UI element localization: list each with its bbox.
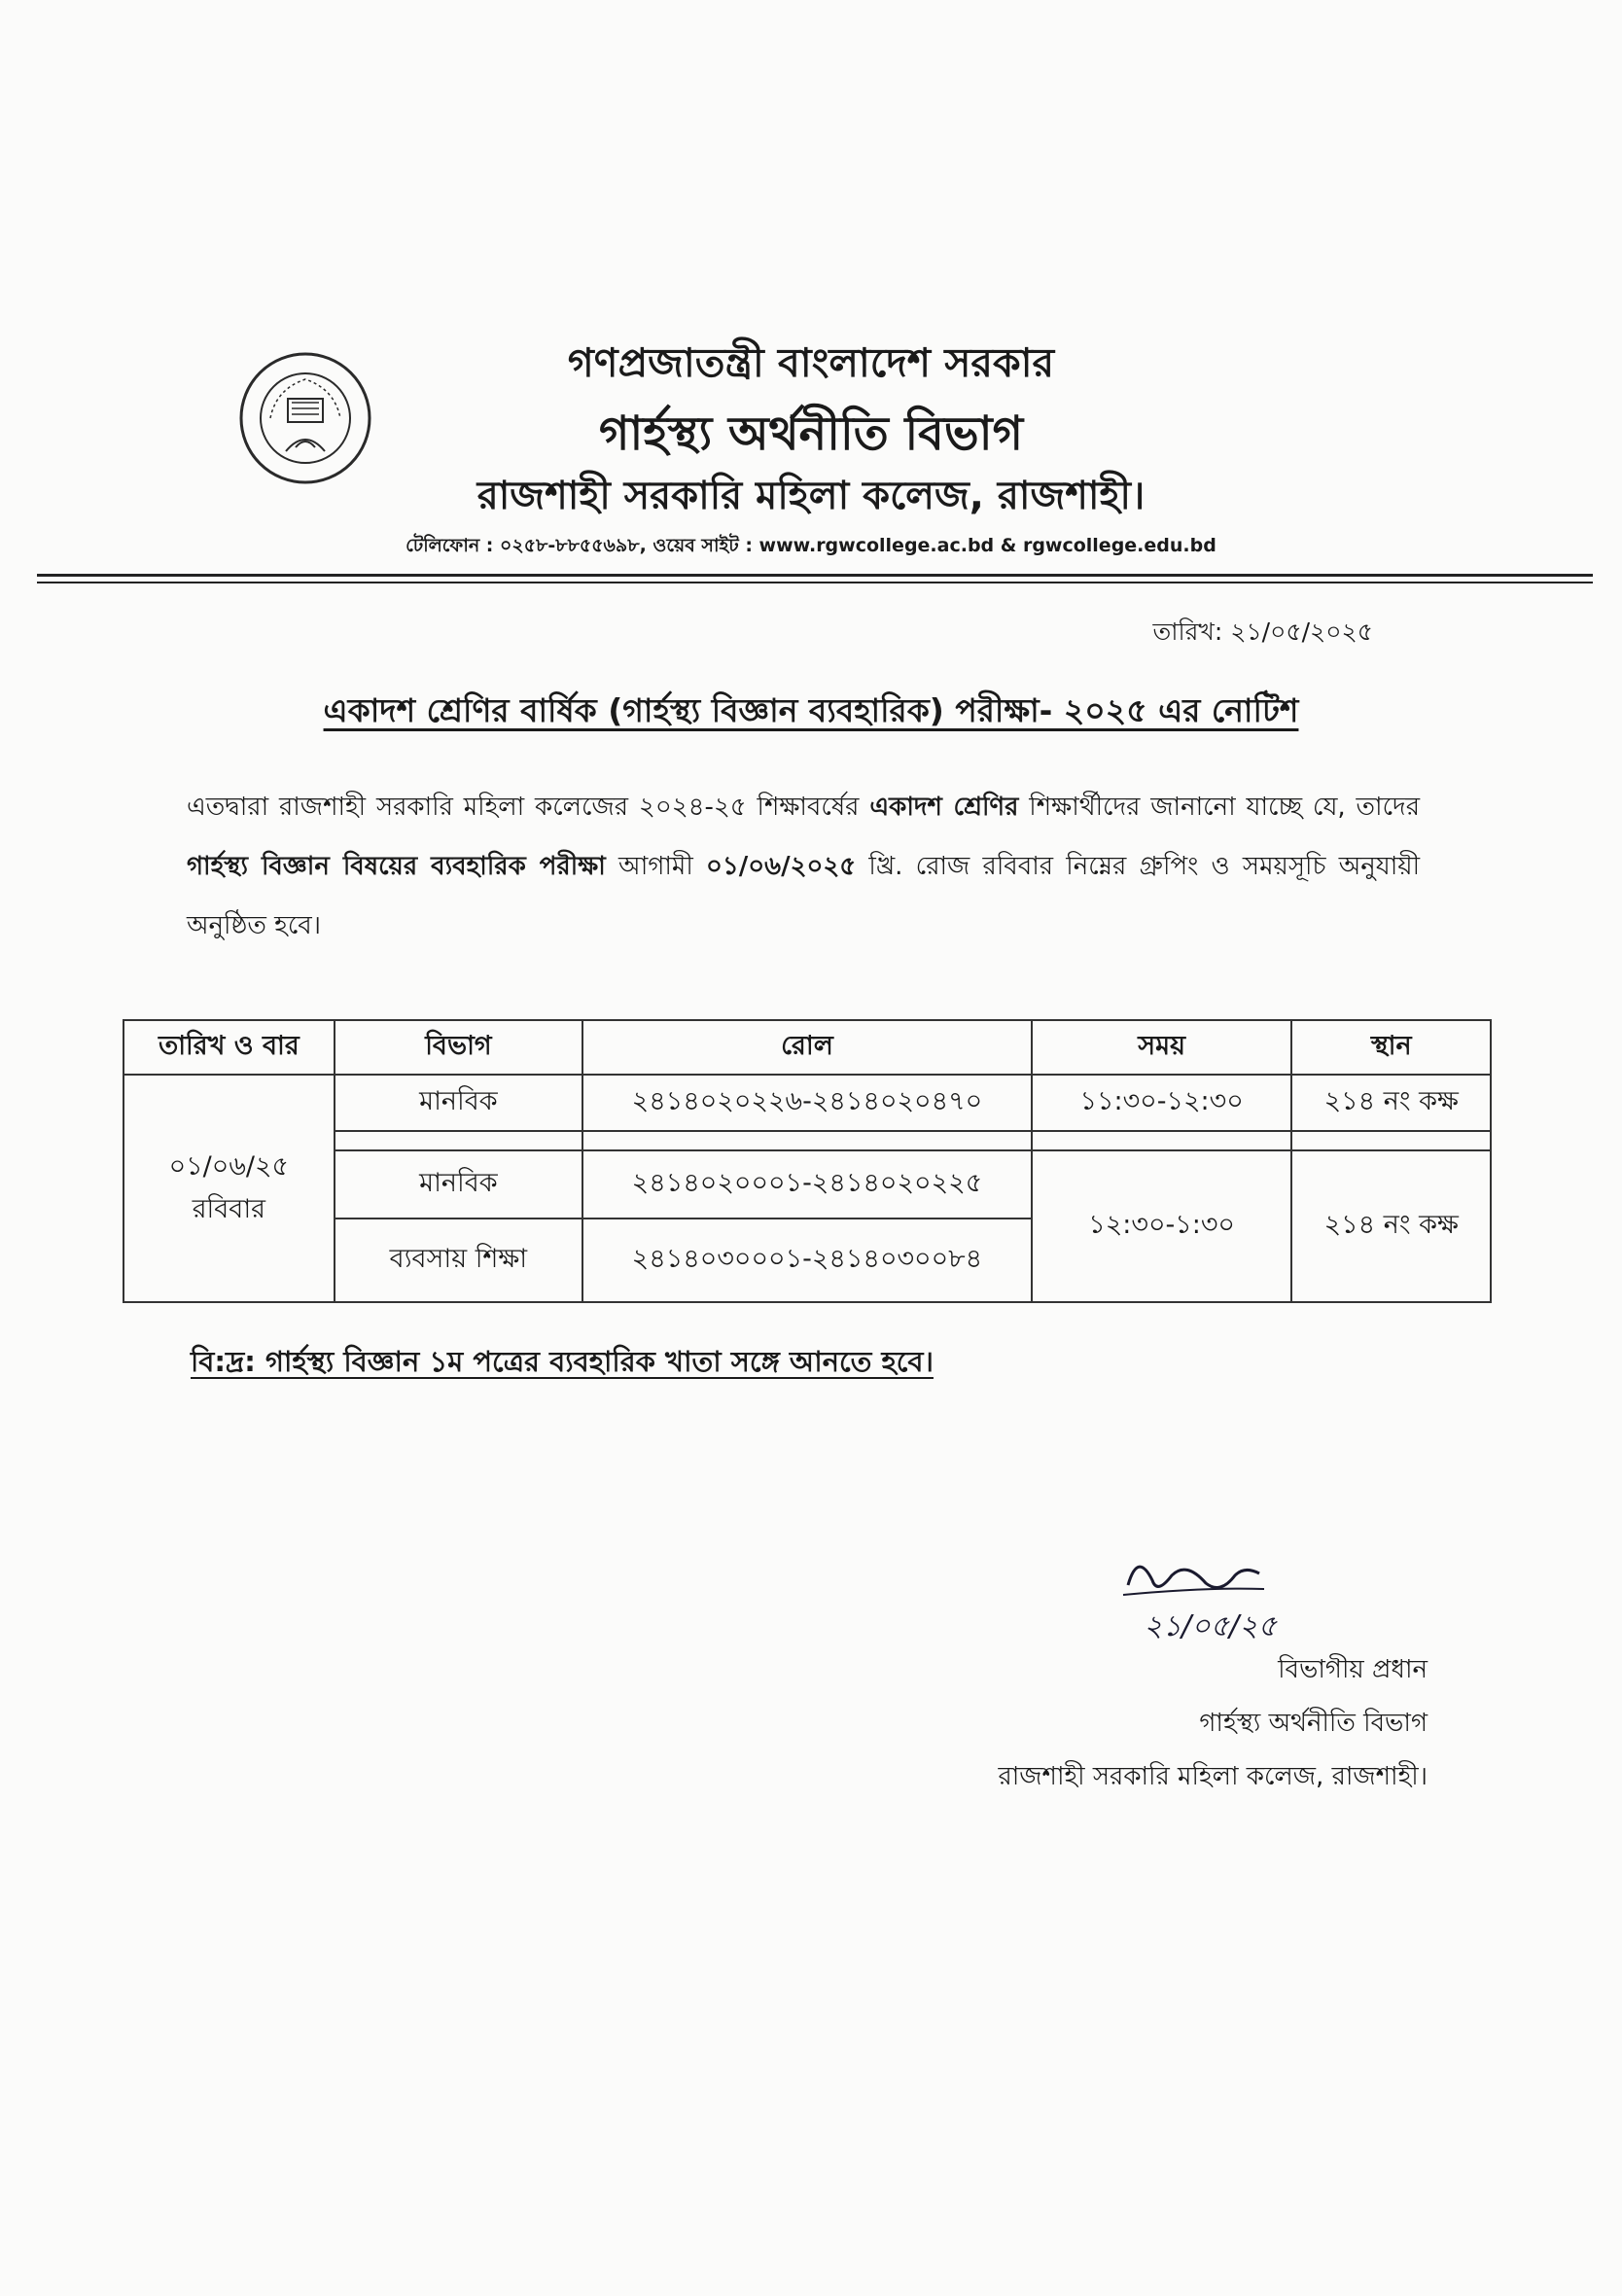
dept-cell: মানবিক	[335, 1150, 582, 1219]
body-emphasis: একাদশ শ্রেণির	[869, 793, 1019, 822]
header-rule	[37, 574, 1593, 577]
notice-body: এতদ্বারা রাজশাহী সরকারি মহিলা কলেজের ২০২৪-২৫ শিক্ষাবর্ষের একাদশ শ্রেণির শিক্ষার্থীদের জানানো যাচ্ছে যে, তাদের গার্হস্থ্য বিজ্ঞান বিষয়ের ব্যবহারিক পরীক্ষা আগামী ০১/০৬/২০২৫ খ্রি. রোজ রবিবার নিম্নের গ্রুপিং ও সময়সূচি অনুযায়ী অনুষ্ঠিত হবে।	[187, 793, 1421, 940]
notice-title: একাদশ শ্রেণির বার্ষিক (গার্হস্থ্য বিজ্ঞান ব্যবহারিক) পরীক্ষা- ২০২৫ এর নোটিশ	[323, 691, 1299, 729]
signatory-title: বিভাগীয় প্রধান	[1278, 1655, 1428, 1684]
column-header: স্থান	[1291, 1020, 1491, 1075]
roll-cell: ২৪১৪০২০২২৬-২৪১৪০২০৪৭০	[582, 1075, 1032, 1131]
header-rule-thin	[37, 582, 1593, 583]
schedule-table	[123, 1019, 1492, 1303]
column-header: তারিখ ও বার	[123, 1020, 335, 1075]
roll-cell: ২৪১৪০২০০০১-২৪১৪০২০২২৫	[582, 1150, 1032, 1219]
signatory-department: গার্হস্থ্য অর্থনীতি বিভাগ	[1199, 1709, 1428, 1738]
signatory-block	[998, 1643, 1428, 1804]
table-header-row	[123, 1020, 1491, 1075]
place-cell: ২১৪ নং কক্ষ	[1291, 1150, 1491, 1302]
exam-day: রবিবার	[192, 1194, 265, 1224]
handwritten-signature	[1099, 1546, 1352, 1653]
signature-date: ২১/০৫/২৫	[1144, 1609, 1278, 1643]
roll-cell: ২৪১৪০৩০০০১-২৪১৪০৩০০৮৪	[582, 1219, 1032, 1302]
signatory-college: রাজশাহী সরকারি মহিলা কলেজ, রাজশাহী।	[998, 1762, 1428, 1791]
date-day-cell	[123, 1075, 335, 1302]
dept-cell: মানবিক	[335, 1075, 582, 1131]
government-name: গণপ্রজাতন্ত্রী বাংলাদেশ সরকার	[567, 339, 1055, 386]
college-name: রাজশাহী সরকারি মহিলা কলেজ, রাজশাহী।	[476, 474, 1146, 518]
contact-line: টেলিফোন : ০২৫৮-৮৮৫৫৬৯৮, ওয়েব সাইট : www.rgwcollege.ac.bd & rgwcollege.edu.bd	[406, 535, 1216, 556]
column-header: সময়	[1032, 1020, 1292, 1075]
body-emphasis: ০১/০৬/২০২৫	[706, 852, 857, 881]
exam-date: ০১/০৬/২৫	[168, 1151, 290, 1182]
column-header: বিভাগ	[335, 1020, 582, 1075]
body-emphasis: গার্হস্থ্য বিজ্ঞান বিষয়ের ব্যবহারিক পরীক্ষা	[187, 852, 606, 881]
time-cell: ১১:৩০-১২:৩০	[1032, 1075, 1292, 1131]
place-cell: ২১৪ নং কক্ষ	[1291, 1075, 1491, 1131]
column-header: রোল	[582, 1020, 1032, 1075]
time-cell: ১২:৩০-১:৩০	[1032, 1150, 1292, 1302]
table-row	[123, 1075, 1491, 1131]
department-name: গার্হস্থ্য অর্থনীতি বিভাগ	[598, 406, 1024, 461]
dept-cell: ব্যবসায় শিক্ষা	[335, 1219, 582, 1302]
notice-date: তারিখ: ২১/০৫/২০২৫	[1152, 618, 1373, 646]
note-line: বি:দ্র: গার্হস্থ্য বিজ্ঞান ১ম পত্রের ব্যবহারিক খাতা সঙ্গে আনতে হবে।	[191, 1345, 934, 1378]
